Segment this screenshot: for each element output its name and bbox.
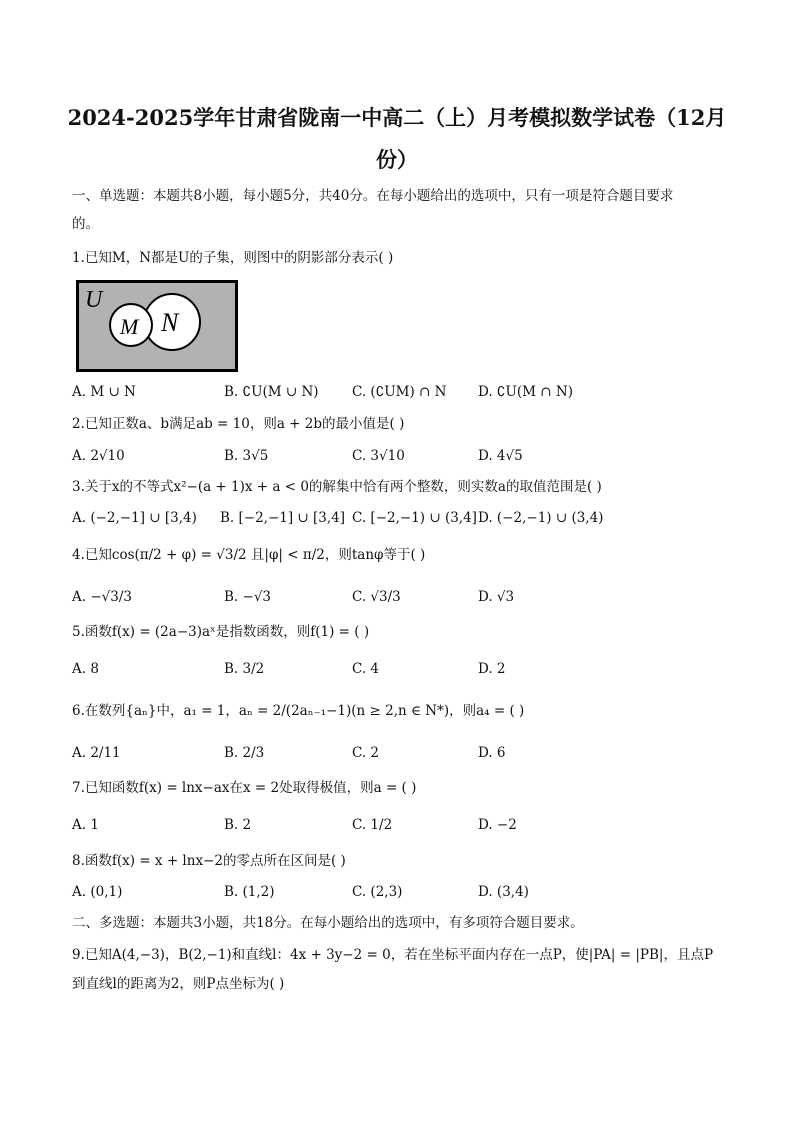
question-1-option-b: B. ∁U(M ∪ N) [224, 384, 319, 400]
question-4-option-c: C. √3/3 [352, 589, 401, 605]
question-3-options [72, 506, 732, 530]
question-5-option-a: A. 8 [72, 661, 99, 677]
question-6-option-a: A. 2/11 [72, 745, 121, 761]
section1-heading-line2: 的。 [72, 216, 99, 232]
section1-heading-line1: 一、单选题：本题共8小题，每小题5分，共40分。在每小题给出的选项中，只有一项是符合题目要求 [72, 188, 674, 204]
question-8-option-d: D. (3,4) [478, 884, 529, 900]
question-5-option-c: C. 4 [352, 661, 380, 677]
venn-label-m: M [120, 314, 139, 339]
question-2-option-c: C. 3√10 [352, 448, 405, 464]
question-8-options [72, 880, 732, 904]
question-1-option-c: C. (∁UM) ∩ N [352, 384, 447, 400]
question-4-option-b: B. −√3 [224, 589, 272, 605]
question-8-option-a: A. (0,1) [72, 884, 123, 900]
question-6-options [72, 741, 732, 765]
question-3-option-d: D. (−2,−1) ∪ (3,4) [478, 510, 604, 526]
question-2-option-a: A. 2√10 [72, 448, 125, 464]
question-1-options [72, 380, 732, 404]
question-4-option-a: A. −√3/3 [72, 589, 132, 605]
question-8-option-c: C. (2,3) [352, 884, 403, 900]
question-8-option-b: B. (1,2) [224, 884, 275, 900]
question-7-option-b: B. 2 [224, 817, 252, 833]
venn-diagram [76, 280, 238, 372]
venn-label-n: N [161, 308, 179, 337]
question-5-options [72, 657, 732, 681]
question-3-option-a: A. (−2,−1] ∪ [3,4) [72, 510, 197, 526]
question-7-stem: 7.已知函数f(x) = lnx−ax在x = 2处取得极值，则a = ( ) [72, 780, 417, 796]
question-6-stem: 6.在数列{aₙ}中，a₁ = 1，aₙ = 2/(2aₙ₋₁−1)(n ≥ 2,n ∈ N*)，则a₄ = ( ) [72, 703, 525, 719]
exam-title-line1: 2024-2025学年甘肃省陇南一中高二（上）月考模拟数学试卷（12月 [67, 105, 727, 130]
question-7-options [72, 813, 732, 837]
question-1-option-d: D. ∁U(M ∩ N) [478, 384, 573, 400]
question-5-option-d: D. 2 [478, 661, 506, 677]
section2-heading: 二、多选题：本题共3小题，共18分。在每小题给出的选项中，有多项符合题目要求。 [72, 915, 584, 931]
question-3-stem: 3.关于x的不等式x²−(a + 1)x + a < 0的解集中恰有两个整数，则实数a的取值范围是( ) [72, 479, 602, 495]
question-3-option-c: C. [−2,−1) ∪ (3,4] [352, 510, 477, 526]
question-2-stem: 2.已知正数a、b满足ab = 10，则a + 2b的最小值是( ) [72, 416, 405, 432]
question-4-stem: 4.已知cos(π/2 + φ) = √3/2 且|φ| < π/2，则tanφ等于( ) [72, 547, 426, 563]
question-2-options [72, 444, 732, 468]
question-2-option-d: D. 4√5 [478, 448, 523, 464]
question-4-option-d: D. √3 [478, 589, 515, 605]
question-7-option-a: A. 1 [72, 817, 99, 833]
question-1-stem: 1.已知M，N都是U的子集，则图中的阴影部分表示( ) [72, 250, 394, 266]
question-4-options [72, 585, 732, 609]
question-7-option-d: D. −2 [478, 817, 517, 833]
question-6-option-b: B. 2/3 [224, 745, 265, 761]
question-2-option-b: B. 3√5 [224, 448, 269, 464]
question-7-option-c: C. 1/2 [352, 817, 393, 833]
question-9-stem-line1: 9.已知A(4,−3)，B(2,−1)和直线l：4x + 3y−2 = 0，若在坐标平面内存在一点P，使|PA| = |PB|，且点P [72, 947, 714, 963]
question-5-stem: 5.函数f(x) = (2a−3)aˣ是指数函数，则f(1) = ( ) [72, 624, 370, 640]
question-6-option-c: C. 2 [352, 745, 380, 761]
exam-title-line2: 份） [376, 147, 418, 172]
question-5-option-b: B. 3/2 [224, 661, 265, 677]
question-9-stem-line2: 到直线l的距离为2，则P点坐标为( ) [72, 976, 285, 992]
question-3-option-b: B. [−2,−1] ∪ [3,4] [220, 510, 346, 526]
question-6-option-d: D. 6 [478, 745, 506, 761]
question-1-option-a: A. M ∪ N [72, 384, 136, 400]
venn-label-u: U [85, 287, 103, 313]
question-8-stem: 8.函数f(x) = x + lnx−2的零点所在区间是( ) [72, 853, 346, 869]
